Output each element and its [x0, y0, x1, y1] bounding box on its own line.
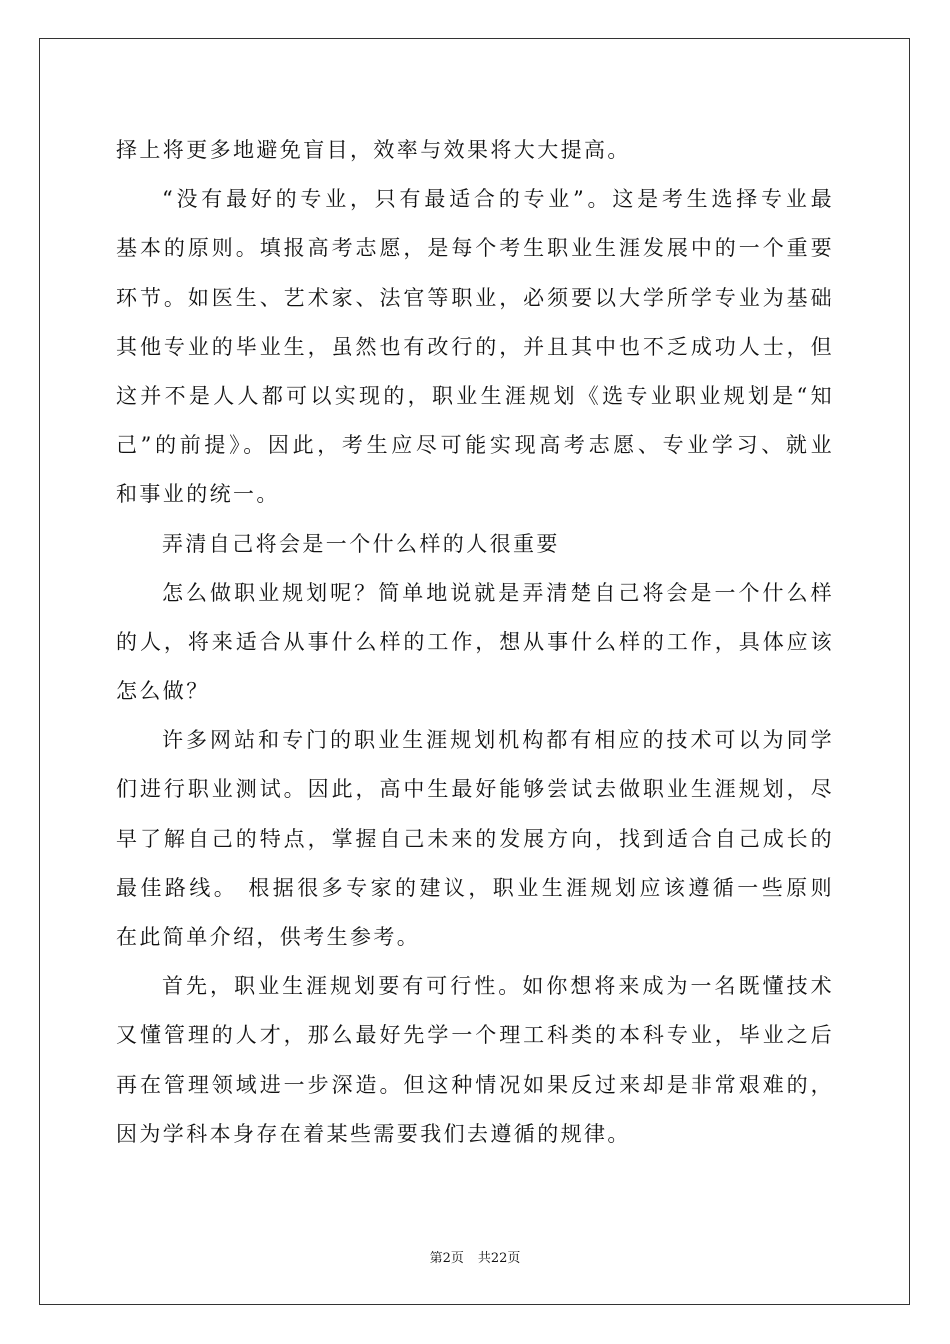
text-line: 和事业的统一。 — [116, 482, 280, 507]
text-line: 最佳路线。 根据很多专家的建议，职业生涯规划应该遵循一些原则 — [116, 875, 834, 900]
page-footer — [0, 1247, 950, 1266]
text-line: 怎么做？ — [116, 679, 210, 704]
text-line: 许多网站和专门的职业生涯规划机构都有相应的技术可以为同学 — [162, 728, 834, 753]
text-line: 在此简单介绍，供考生参考。 — [116, 925, 421, 949]
text-line: 首先，职业生涯规划要有可行性。如你想将来成为一名既懂技术 — [162, 974, 834, 999]
text-line: 环节。如医生、艺术家、法官等职业，必须要以大学所学专业为基础 — [116, 285, 834, 310]
text-line: 的人，将来适合从事什么样的工作，想从事什么样的工作，具体应该 — [116, 629, 834, 654]
text-line: “没有最好的专业，只有最适合的专业”。这是考生选择专业最 — [162, 187, 834, 212]
text-line: 己”的前提》。因此，考生应尽可能实现高考志愿、专业学习、就业 — [116, 433, 834, 458]
page-total: 共22页 — [477, 1251, 521, 1266]
text-line: 再在管理领域进一步深造。但这种情况如果反过来却是非常艰难的， — [116, 1072, 834, 1097]
text-line: 又懂管理的人才，那么最好先学一个理工科类的本科专业，毕业之后 — [116, 1023, 834, 1048]
text-line: 择上将更多地避免盲目，效率与效果将大大提高。 — [116, 138, 631, 162]
text-line: 其他专业的毕业生，虽然也有改行的，并且其中也不乏成功人士，但 — [116, 334, 834, 359]
text-line: 怎么做职业规划呢？简单地说就是弄清楚自己将会是一个什么样 — [162, 580, 834, 605]
page-number: 第2页 — [429, 1251, 464, 1266]
document-body — [116, 126, 834, 1159]
text-line: 弄清自己将会是一个什么样的人很重要 — [162, 531, 560, 556]
text-line: 基本的原则。填报高考志愿，是每个考生职业生涯发展中的一个重要 — [116, 236, 834, 261]
text-line: 因为学科本身存在着某些需要我们去遵循的规律。 — [116, 1121, 631, 1146]
text-line: 这并不是人人都可以实现的，职业生涯规划《选专业职业规划是“知 — [116, 383, 834, 408]
text-line: 们进行职业测试。因此，高中生最好能够尝试去做职业生涯规划，尽 — [116, 777, 834, 802]
text-line: 早了解自己的特点，掌握自己未来的发展方向，找到适合自己成长的 — [116, 826, 834, 851]
